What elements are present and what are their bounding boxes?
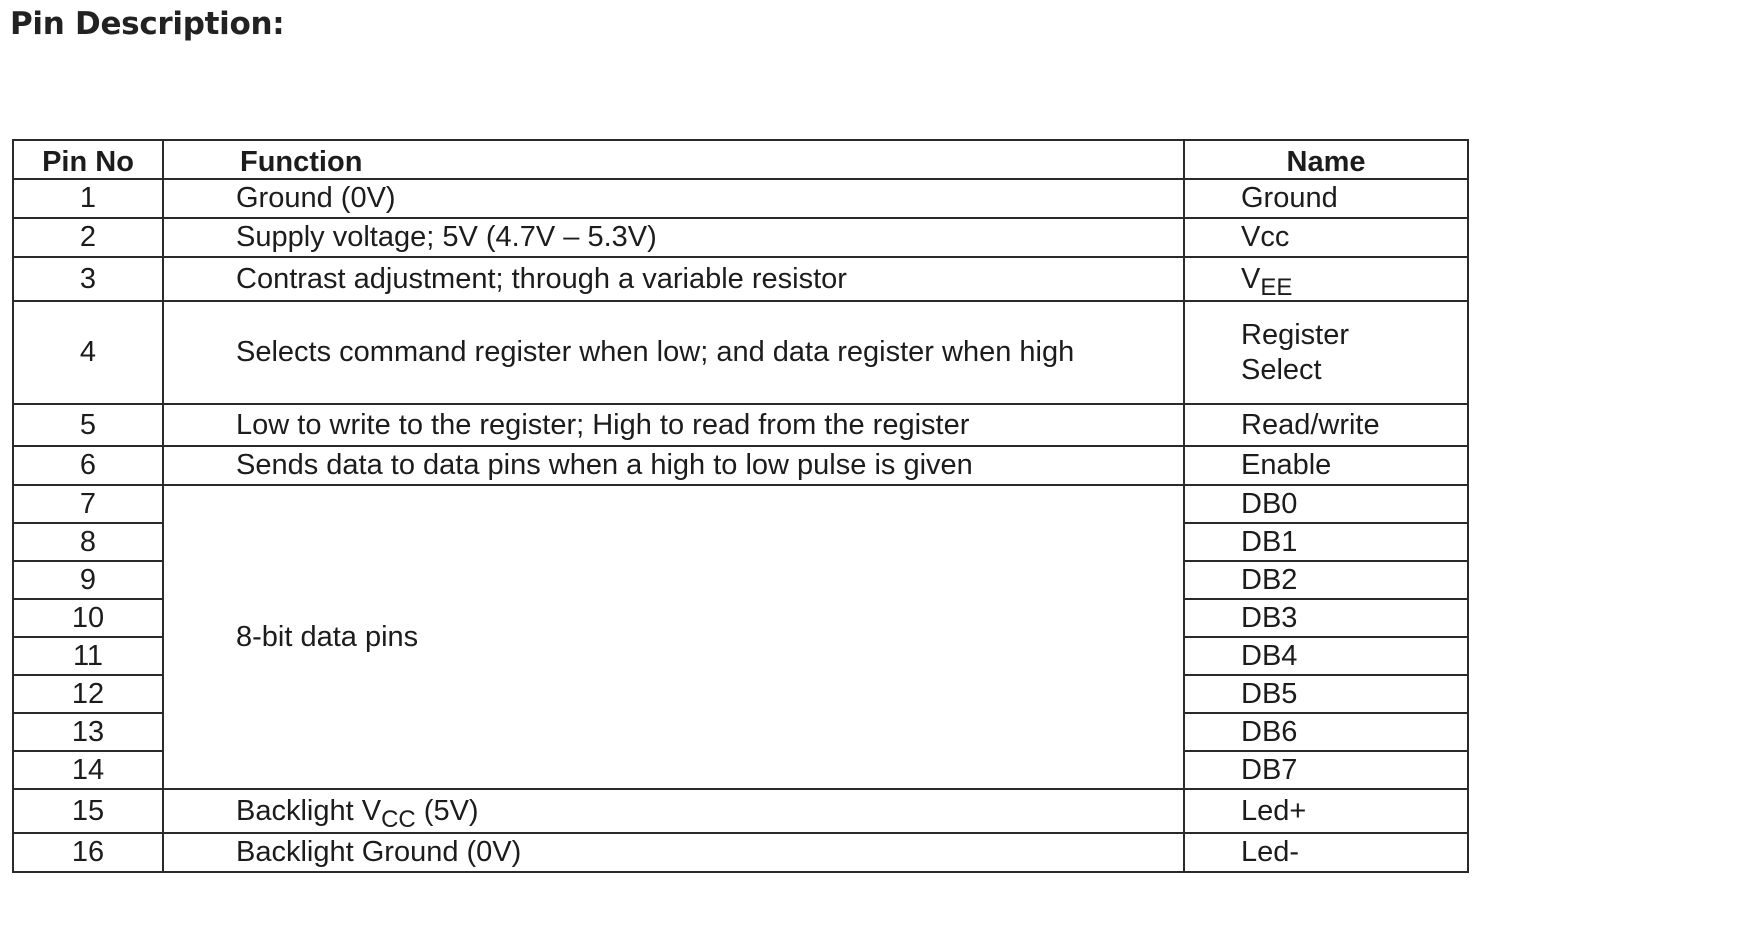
pin-name: Read/write — [1184, 404, 1468, 446]
pin-name: Enable — [1184, 446, 1468, 485]
pin-number: 8 — [13, 523, 163, 561]
pin-number: 4 — [13, 301, 163, 404]
pin-number: 1 — [13, 179, 163, 218]
pin-name — [1184, 257, 1468, 301]
pin-name: Led- — [1184, 833, 1468, 872]
pin-number: 6 — [13, 446, 163, 485]
pin-description-table — [12, 139, 1469, 873]
pin-number: 16 — [13, 833, 163, 872]
pin-function: Supply voltage; 5V (4.7V – 5.3V) — [163, 218, 1184, 257]
header-pin-no: Pin No — [13, 140, 163, 179]
pin-name: Ground — [1184, 179, 1468, 218]
pin-number: 15 — [13, 789, 163, 833]
pin-name-line-2: Select — [1241, 353, 1322, 386]
pin-function: Sends data to data pins when a high to low pulse is given — [163, 446, 1184, 485]
header-function: Function — [163, 140, 1184, 179]
pin-name: DB6 — [1184, 713, 1468, 751]
pin-function: Backlight Ground (0V) — [163, 833, 1184, 872]
pin-number: 2 — [13, 218, 163, 257]
pin-function-main: Backlight V — [236, 794, 382, 827]
table-row — [13, 301, 1468, 404]
table-row — [13, 485, 1468, 523]
pin-number: 12 — [13, 675, 163, 713]
pin-function — [163, 789, 1184, 833]
pin-name: DB1 — [1184, 523, 1468, 561]
pin-number: 14 — [13, 751, 163, 789]
pin-number: 9 — [13, 561, 163, 599]
pin-number: 11 — [13, 637, 163, 675]
table-row — [13, 179, 1468, 218]
table-row — [13, 218, 1468, 257]
pin-name: Vcc — [1184, 218, 1468, 257]
table-row — [13, 789, 1468, 833]
pin-name: DB3 — [1184, 599, 1468, 637]
table-row — [13, 833, 1468, 872]
pin-number: 10 — [13, 599, 163, 637]
pin-function: Contrast adjustment; through a variable resistor — [163, 257, 1184, 301]
table-header-row — [13, 140, 1468, 179]
table-row — [13, 257, 1468, 301]
pin-number: 3 — [13, 257, 163, 301]
page-title: Pin Description: — [10, 6, 285, 42]
pin-name: DB5 — [1184, 675, 1468, 713]
table-row — [13, 404, 1468, 446]
pin-function-tail: (5V) — [415, 794, 479, 827]
pin-name: Led+ — [1184, 789, 1468, 833]
pin-function-data-pins: 8-bit data pins — [163, 485, 1184, 789]
pin-name-line-1: Register — [1241, 318, 1349, 351]
pin-number: 7 — [13, 485, 163, 523]
pin-name: DB7 — [1184, 751, 1468, 789]
pin-function: Selects command register when low; and data register when high — [163, 301, 1184, 404]
pin-name-main: V — [1241, 262, 1261, 295]
pin-name — [1184, 301, 1468, 404]
table-row — [13, 446, 1468, 485]
pin-name: DB2 — [1184, 561, 1468, 599]
pin-name: DB4 — [1184, 637, 1468, 675]
pin-function: Low to write to the register; High to read from the register — [163, 404, 1184, 446]
pin-number: 13 — [13, 713, 163, 751]
header-name: Name — [1184, 140, 1468, 179]
pin-name-subscript: EE — [1260, 273, 1293, 301]
pin-name: DB0 — [1184, 485, 1468, 523]
pin-number: 5 — [13, 404, 163, 446]
pin-function-subscript: CC — [381, 805, 416, 833]
pin-function: Ground (0V) — [163, 179, 1184, 218]
